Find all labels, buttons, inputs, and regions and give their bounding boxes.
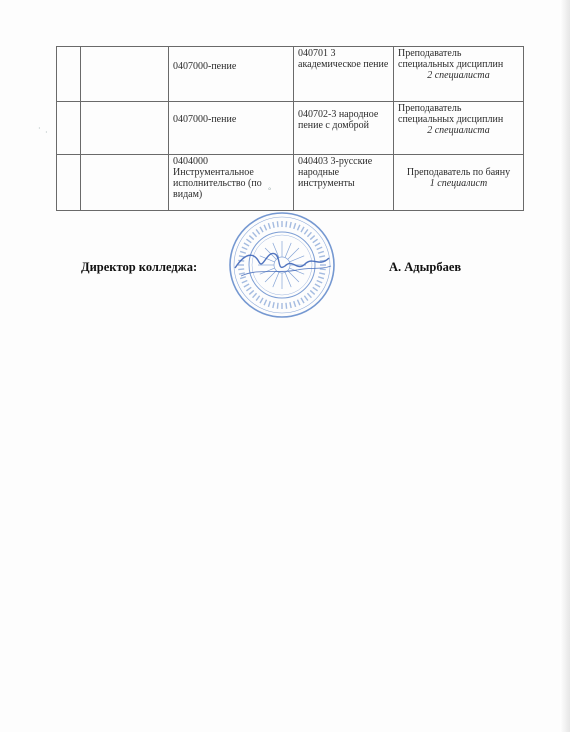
specialty-cell: 0407000-пение [169, 102, 294, 155]
scan-speck: · [45, 128, 48, 137]
staffing-table [56, 46, 524, 211]
director-title: Директор колледжа: [81, 260, 198, 274]
position-count: 2 специалиста [427, 125, 490, 136]
position-count: 1 специалист [429, 178, 488, 189]
position-count: 2 специалиста [427, 70, 490, 81]
position-cell [394, 47, 524, 102]
scan-edge-shadow [560, 0, 570, 732]
empty-cell [81, 47, 169, 102]
specialty-cell: 0407000-пение [169, 47, 294, 102]
empty-cell [57, 102, 81, 155]
position-title: Преподаватель по баяну [406, 167, 511, 178]
empty-cell [57, 155, 81, 211]
specialty-cell: 0404000 Инструментальное исполнительство (по видам) [169, 155, 294, 211]
signature-line [0, 260, 570, 280]
table-row [57, 102, 524, 155]
position-title: Преподаватель специальных дисциплин [398, 103, 504, 125]
scan-speck: · [38, 124, 41, 133]
empty-cell [81, 102, 169, 155]
qualification-cell: 040701 3 академическое пение [294, 47, 394, 102]
director-name: А. Адырбаев [389, 260, 462, 274]
table-row [57, 47, 524, 102]
position-title: Преподаватель специальных дисциплин [398, 48, 504, 70]
qualification-cell: 040702-3 народное пение с домброй [294, 102, 394, 155]
position-cell [394, 102, 524, 155]
table-row [57, 155, 524, 211]
empty-cell [57, 47, 81, 102]
scan-speck: ° [268, 186, 272, 195]
position-cell [394, 155, 524, 211]
empty-cell [81, 155, 169, 211]
qualification-cell: 040403 3-русские народные инструменты [294, 155, 394, 211]
